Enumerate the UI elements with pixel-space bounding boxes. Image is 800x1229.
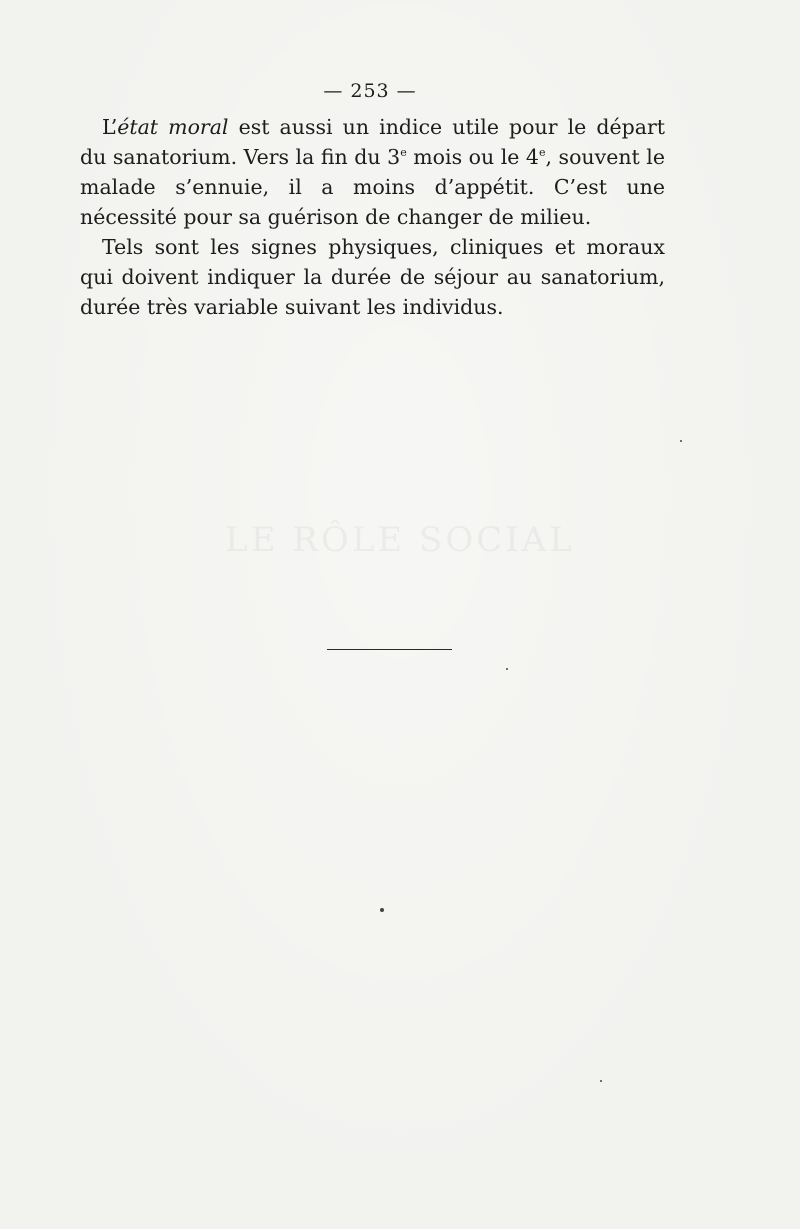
body-text (80, 112, 665, 322)
bleed-through-title (0, 520, 800, 560)
superscript-e-2: e (538, 146, 546, 160)
paragraph-1-part-2: mois ou le 4 (406, 145, 539, 169)
ink-speck (380, 908, 384, 912)
paragraph-1-prefix: L’ (102, 115, 118, 139)
paragraph-1-part-1: est aussi un indice utile pour le départ du sanatorium. Vers la fin du 3 (80, 115, 665, 169)
paragraph-etat-moral (80, 112, 665, 232)
ink-speck (506, 668, 508, 670)
superscript-e-1: e (400, 146, 407, 160)
ink-speck (680, 440, 682, 442)
paragraph-1-italic: état moral (117, 115, 229, 139)
paragraph-1-part-3: , souvent le malade s’ennuie, il a moins d’appétit. C’est une nécessité pour sa guérison de changer de milieu. (80, 145, 665, 229)
paragraph-signes: Tels sont les signes physiques, cliniques et moraux qui doivent indiquer la durée de séjour au sanatorium, durée très variable suivant les individus. (80, 235, 665, 319)
horizontal-rule (327, 649, 452, 650)
ink-speck (600, 1080, 602, 1082)
page-number: — 253 — (323, 80, 417, 102)
